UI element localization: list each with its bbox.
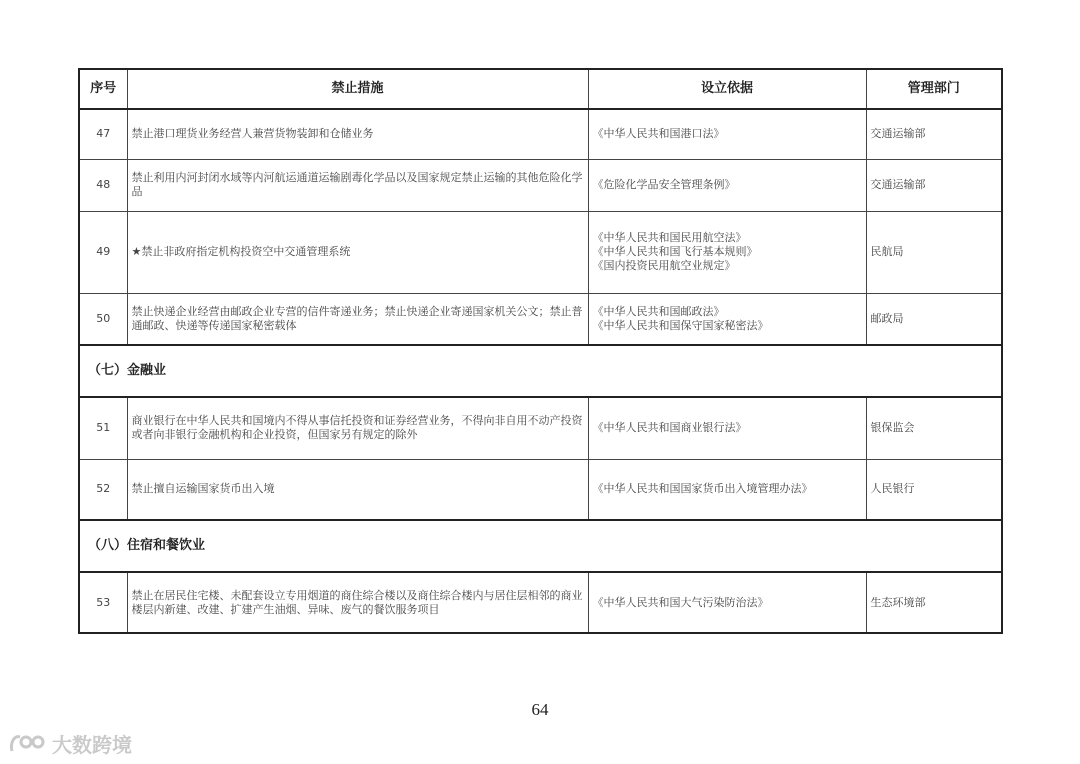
basis-cell bbox=[588, 211, 866, 293]
header-dept: 管理部门 bbox=[866, 69, 1002, 109]
measure-cell bbox=[127, 572, 588, 633]
department-cell: 人民银行 bbox=[866, 459, 1002, 520]
measure-text: 禁止在居民住宅楼、未配套设立专用烟道的商住综合楼以及商住综合楼内与居住层相邻的商业楼层内新建、改建、扩建产生油烟、异味、废气的餐饮服务项目 bbox=[131, 588, 583, 616]
section-title: （七）金融业 bbox=[79, 345, 1002, 397]
basis-law: 《中华人民共和国民用航空法》 bbox=[592, 231, 747, 244]
table-body bbox=[79, 109, 1002, 633]
header-num: 序号 bbox=[79, 69, 127, 109]
section-row bbox=[79, 345, 1002, 397]
table-row bbox=[79, 109, 1002, 159]
basis-law: 《国内投资民用航空业规定》 bbox=[592, 259, 736, 272]
measure-text: 禁止快递企业经营由邮政企业专营的信件寄递业务；禁止快递企业寄递国家机关公文；禁止普通邮政、快递等传递国家秘密载体 bbox=[131, 304, 583, 332]
measure-cell bbox=[127, 459, 588, 520]
measure-text: 商业银行在中华人民共和国境内不得从事信托投资和证券经营业务，不得向非自用不动产投资或者向非银行金融机构和企业投资，但国家另有规定的除外 bbox=[131, 414, 583, 442]
measure-text: 禁止利用内河封闭水域等内河航运通道运输剧毒化学品以及国家规定禁止运输的其他危险化学品 bbox=[131, 171, 583, 198]
header-basis: 设立依据 bbox=[588, 69, 866, 109]
basis-cell bbox=[588, 109, 866, 159]
basis-law: 《中华人民共和国大气污染防治法》 bbox=[592, 595, 769, 609]
basis-law: 《中华人民共和国邮政法》 bbox=[592, 304, 725, 318]
table-row bbox=[79, 397, 1002, 459]
brand-logo-icon bbox=[8, 731, 48, 755]
basis-law: 《中华人民共和国飞行基本规则》 bbox=[592, 245, 758, 258]
regulation-table bbox=[78, 68, 1003, 634]
basis-cell bbox=[588, 159, 866, 211]
row-number: 49 bbox=[79, 211, 127, 293]
measure-text: ★禁止非政府指定机构投资空中交通管理系统 bbox=[131, 245, 351, 258]
department-cell: 银保监会 bbox=[866, 397, 1002, 459]
row-number: 50 bbox=[79, 293, 127, 345]
basis-law: 《中华人民共和国商业银行法》 bbox=[592, 421, 747, 435]
basis-law: 《危险化学品安全管理条例》 bbox=[592, 178, 736, 191]
measure-text: 禁止港口理货业务经营人兼营货物装卸和仓储业务 bbox=[131, 127, 374, 141]
basis-cell bbox=[588, 572, 866, 633]
header-measure: 禁止措施 bbox=[127, 69, 588, 109]
department-cell: 生态环境部 bbox=[866, 572, 1002, 633]
table-header-row bbox=[79, 69, 1002, 109]
section-row bbox=[79, 520, 1002, 572]
watermark-text: 大数跨境 bbox=[52, 732, 132, 757]
basis-law: 《中华人民共和国港口法》 bbox=[592, 127, 725, 141]
row-number: 47 bbox=[79, 109, 127, 159]
department-cell: 交通运输部 bbox=[866, 109, 1002, 159]
basis-cell bbox=[588, 459, 866, 520]
table-row bbox=[79, 159, 1002, 211]
measure-cell bbox=[127, 109, 588, 159]
watermark bbox=[8, 728, 132, 758]
basis-law: 《中华人民共和国保守国家秘密法》 bbox=[592, 318, 769, 332]
basis-cell bbox=[588, 293, 866, 345]
measure-cell bbox=[127, 159, 588, 211]
page-number: 64 bbox=[531, 700, 549, 719]
measure-cell bbox=[127, 293, 588, 345]
row-number: 48 bbox=[79, 159, 127, 211]
section-title: （八）住宿和餐饮业 bbox=[79, 520, 1002, 572]
measure-cell bbox=[127, 211, 588, 293]
department-cell: 民航局 bbox=[866, 211, 1002, 293]
measure-cell bbox=[127, 397, 588, 459]
row-number: 51 bbox=[79, 397, 127, 459]
basis-law: 《中华人民共和国国家货币出入境管理办法》 bbox=[592, 482, 813, 496]
row-number: 53 bbox=[79, 572, 127, 633]
table-row bbox=[79, 459, 1002, 520]
row-number: 52 bbox=[79, 459, 127, 520]
table-row bbox=[79, 572, 1002, 633]
table-row bbox=[79, 211, 1002, 293]
measure-text: 禁止擅自运输国家货币出入境 bbox=[131, 482, 275, 496]
department-cell: 邮政局 bbox=[866, 293, 1002, 345]
basis-cell bbox=[588, 397, 866, 459]
table-row bbox=[79, 293, 1002, 345]
department-cell: 交通运输部 bbox=[866, 159, 1002, 211]
